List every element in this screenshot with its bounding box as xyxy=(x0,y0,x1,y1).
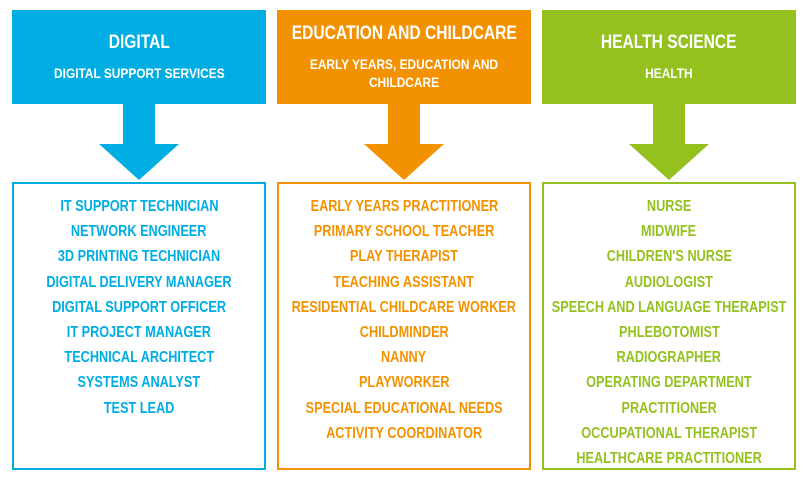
header-education xyxy=(277,10,531,104)
list-item: PLAYWORKER xyxy=(358,374,450,392)
header-digital xyxy=(12,10,266,104)
list-item: HEALTHCARE PRACTITIONER xyxy=(576,450,762,468)
list-item: SPEECH AND LANGUAGE THERAPIST xyxy=(551,298,787,316)
header-title: DIGITAL xyxy=(108,32,170,53)
list-item: EARLY YEARS PRACTITIONER xyxy=(310,198,498,215)
list-box-digital xyxy=(12,182,266,470)
list-item: RADIOGRAPHER xyxy=(616,349,722,367)
list-item: RESIDENTIAL CHILDCARE WORKER xyxy=(291,298,517,316)
list-item: PHLEBOTOMIST xyxy=(618,324,720,342)
header-subtitle: HEALTH xyxy=(645,65,693,81)
list-item: PLAY THERAPIST xyxy=(349,248,459,266)
list-box-health xyxy=(542,182,796,470)
list-item: IT PROJECT MANAGER xyxy=(66,324,212,342)
list-item: CHILDREN'S NURSE xyxy=(606,248,732,266)
list-item: TECHNICAL ARCHITECT xyxy=(64,349,214,367)
list-item: NANNY xyxy=(381,349,427,367)
header-subtitle: EARLY YEARS, EDUCATION AND CHILDCARE xyxy=(309,56,499,90)
list-item: PRIMARY SCHOOL TEACHER xyxy=(313,223,495,241)
list-item: OCCUPATIONAL THERAPIST xyxy=(581,424,757,442)
down-arrow-icon xyxy=(99,104,179,180)
list-item: NURSE xyxy=(646,198,692,215)
header-title: HEALTH SCIENCE xyxy=(601,32,737,53)
list-item: TEST LEAD xyxy=(103,399,175,417)
down-arrow-icon xyxy=(364,104,444,180)
header-title: EDUCATION AND CHILDCARE xyxy=(291,23,517,44)
list-item: DIGITAL DELIVERY MANAGER xyxy=(46,273,232,291)
list-item: IT SUPPORT TECHNICIAN xyxy=(59,198,219,215)
list-item: CHILDMINDER xyxy=(359,324,449,342)
list-item: DIGITAL SUPPORT OFFICER xyxy=(52,298,226,316)
list-item: TEACHING ASSISTANT xyxy=(333,273,475,291)
list-item: ACTIVITY COORDINATOR xyxy=(325,424,483,442)
list-item: 3D PRINTING TECHNICIAN xyxy=(57,248,221,266)
list-item: SPECIAL EDUCATIONAL NEEDS xyxy=(305,399,503,417)
header-health xyxy=(542,10,796,104)
down-arrow-icon xyxy=(629,104,709,180)
header-subtitle: DIGITAL SUPPORT SERVICES xyxy=(53,65,225,81)
list-item: OPERATING DEPARTMENT xyxy=(586,374,752,392)
list-item: MIDWIFE xyxy=(641,223,697,241)
list-item: SYSTEMS ANALYST xyxy=(77,374,201,392)
list-box-education xyxy=(277,182,531,470)
list-item: AUDIOLOGIST xyxy=(624,273,714,291)
list-item: NETWORK ENGINEER xyxy=(71,223,207,241)
list-item: PRACTITIONER xyxy=(621,399,717,417)
